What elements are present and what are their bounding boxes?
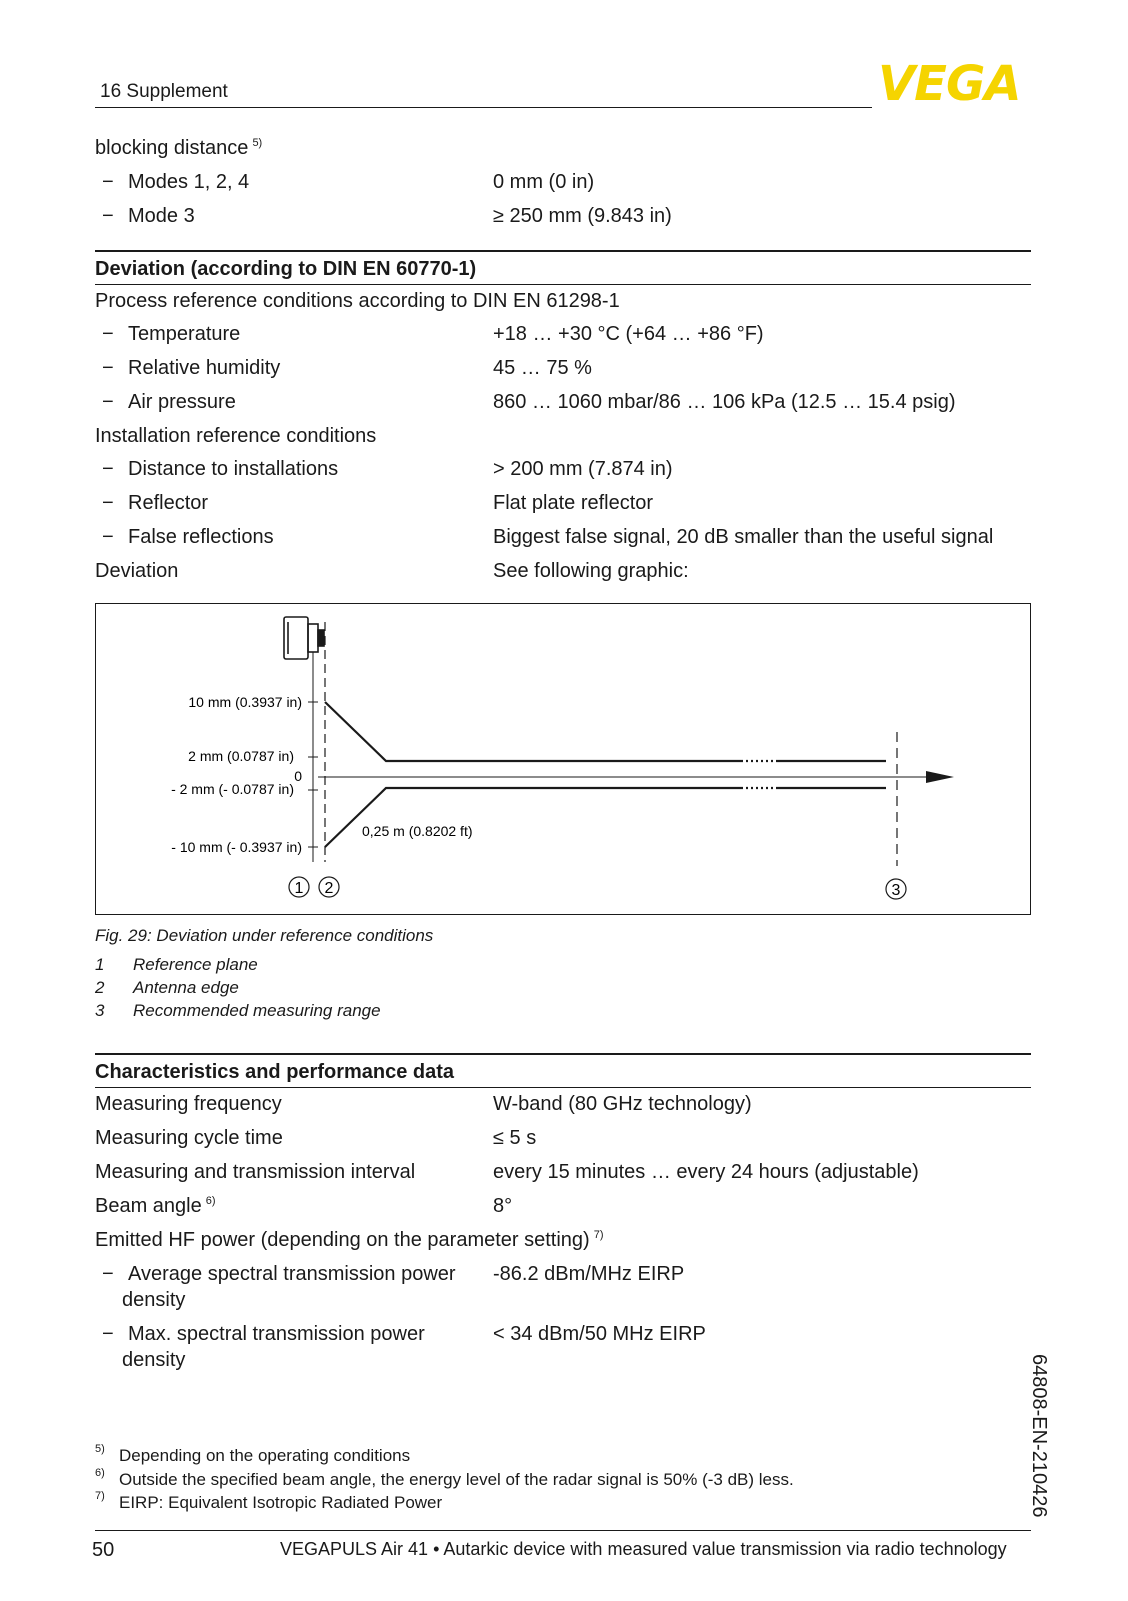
footnote-num: 7) [95, 1490, 105, 1502]
row-value: every 15 minutes … every 24 hours (adjustable) [493, 1161, 919, 1183]
row-label: Measuring and transmission interval [95, 1161, 416, 1183]
section-rule-top [95, 1053, 1031, 1055]
row-value: ≥ 250 mm (9.843 in) [493, 205, 672, 227]
footer-rule [95, 1530, 1031, 1531]
section-rule-top [95, 250, 1031, 252]
row-label: Average spectral transmission power [128, 1263, 456, 1285]
row-label: Beam angle [95, 1195, 202, 1217]
footnote-num: 5) [95, 1443, 105, 1455]
row-label: Distance to installations [128, 458, 339, 480]
footnote-ref: 5) [252, 137, 263, 150]
installation-row: − False reflections [102, 526, 274, 548]
x-label: 0,25 m (0.8202 ft) [362, 823, 473, 839]
footnote-ref: 7) [593, 1229, 604, 1242]
marker-2 [319, 877, 339, 897]
footer-text: VEGAPULS Air 41 • Autarkic device with measured value transmission via radio technology [280, 1539, 1007, 1559]
marker-number: 2 [324, 880, 334, 897]
footnote-text: Depending on the operating conditions [119, 1446, 411, 1465]
row-value: < 34 dBm/50 MHz EIRP [493, 1323, 706, 1345]
row-value: Biggest false signal, 20 dB smaller than the useful signal [493, 526, 994, 548]
footnote-text: EIRP: Equivalent Isotropic Radiated Power [119, 1493, 443, 1512]
row-label: Reflector [128, 492, 209, 514]
y-label: 10 mm (0.3937 in) [188, 694, 302, 710]
section-rule-bottom [95, 1087, 1031, 1088]
legend-num: 1 [95, 955, 105, 974]
installation-row: − Distance to installations [102, 458, 339, 480]
header-section: 16 Supplement [100, 81, 228, 102]
row-label: Modes 1, 2, 4 [128, 171, 250, 193]
y-label: - 10 mm (- 0.3937 in) [171, 839, 302, 855]
row-value: 0 mm (0 in) [493, 171, 595, 193]
process-row: − Air pressure [102, 391, 236, 413]
row-label: Relative humidity [128, 357, 281, 379]
blocking-label-text: blocking distance [95, 137, 249, 159]
y-label: 2 mm (0.0787 in) [188, 748, 294, 764]
row-value: 45 … 75 % [493, 357, 592, 379]
blocking-label [95, 136, 262, 160]
sensor-icon [284, 617, 324, 659]
legend-num: 3 [95, 1001, 105, 1020]
legend-text: Reference plane [133, 955, 258, 974]
hf-heading [95, 1228, 604, 1252]
row-value: 8° [493, 1195, 513, 1217]
characteristics-title: Characteristics and performance data [95, 1061, 455, 1083]
hf-row: − Max. spectral transmission power [102, 1323, 425, 1345]
document-code: 64808-EN-210426 [1028, 1354, 1050, 1518]
row-value: Flat plate reflector [493, 492, 654, 514]
section-rule-bottom [95, 284, 1031, 285]
row-value: W-band (80 GHz technology) [493, 1093, 752, 1115]
blocking-row: − Modes 1, 2, 4 [102, 171, 250, 193]
legend-text: Recommended measuring range [133, 1001, 381, 1020]
marker-1 [289, 877, 309, 897]
blocking-row: − Mode 3 [102, 205, 195, 227]
row-label: Mode 3 [128, 205, 195, 227]
row-label: Measuring cycle time [95, 1127, 283, 1149]
process-row: − Relative humidity [102, 357, 281, 379]
row-label: False reflections [128, 526, 274, 548]
y-label: 0 [294, 768, 302, 784]
legend-text: Antenna edge [133, 978, 239, 997]
row-label-continued: density [122, 1289, 186, 1311]
row-value: ≤ 5 s [493, 1127, 537, 1149]
deviation-row-value: See following graphic: [493, 560, 689, 582]
installation-row: − Reflector [102, 492, 209, 514]
header-rule [95, 107, 872, 108]
process-heading: Process reference conditions according to DIN EN 61298-1 [95, 290, 620, 312]
marker-number: 3 [891, 882, 901, 899]
y-label: - 2 mm (- 0.0787 in) [171, 781, 294, 797]
row-label: Max. spectral transmission power [128, 1323, 425, 1345]
row-label: Measuring frequency [95, 1093, 282, 1115]
row-value: > 200 mm (7.874 in) [493, 458, 673, 480]
deviation-figure [95, 603, 1031, 915]
row-label: Temperature [128, 323, 241, 345]
row-value: -86.2 dBm/MHz EIRP [493, 1263, 685, 1285]
row-value: +18 … +30 °C (+64 … +86 °F) [493, 323, 764, 345]
marker-3 [886, 879, 906, 899]
row-value: 860 … 1060 mbar/86 … 106 kPa (12.5 … 15.4 psig) [493, 391, 956, 413]
beam-angle-label [95, 1194, 216, 1218]
vega-logo: VEGA [878, 56, 1021, 112]
installation-heading: Installation reference conditions [95, 425, 377, 447]
footnote-ref: 6) [205, 1195, 216, 1208]
hf-heading-text: Emitted HF power (depending on the parameter setting) [95, 1229, 590, 1251]
legend-num: 2 [95, 978, 105, 997]
upper-envelope [325, 702, 886, 761]
process-row: − Temperature [102, 323, 241, 345]
row-label-continued: density [122, 1349, 186, 1371]
marker-number: 1 [294, 880, 304, 897]
footnote-text: Outside the specified beam angle, the energy level of the radar signal is 50% (-3 dB) less. [119, 1470, 794, 1489]
row-label: Air pressure [128, 391, 236, 413]
hf-row: − Average spectral transmission power [102, 1263, 456, 1285]
axis-arrow-icon [926, 771, 954, 783]
figure-caption: Fig. 29: Deviation under reference conditions [95, 926, 434, 945]
deviation-diagram [96, 604, 1030, 914]
page-number: 50 [92, 1539, 115, 1561]
footnote-num: 6) [95, 1467, 105, 1479]
deviation-row-label: Deviation [95, 560, 179, 582]
deviation-title: Deviation (according to DIN EN 60770-1) [95, 258, 477, 280]
